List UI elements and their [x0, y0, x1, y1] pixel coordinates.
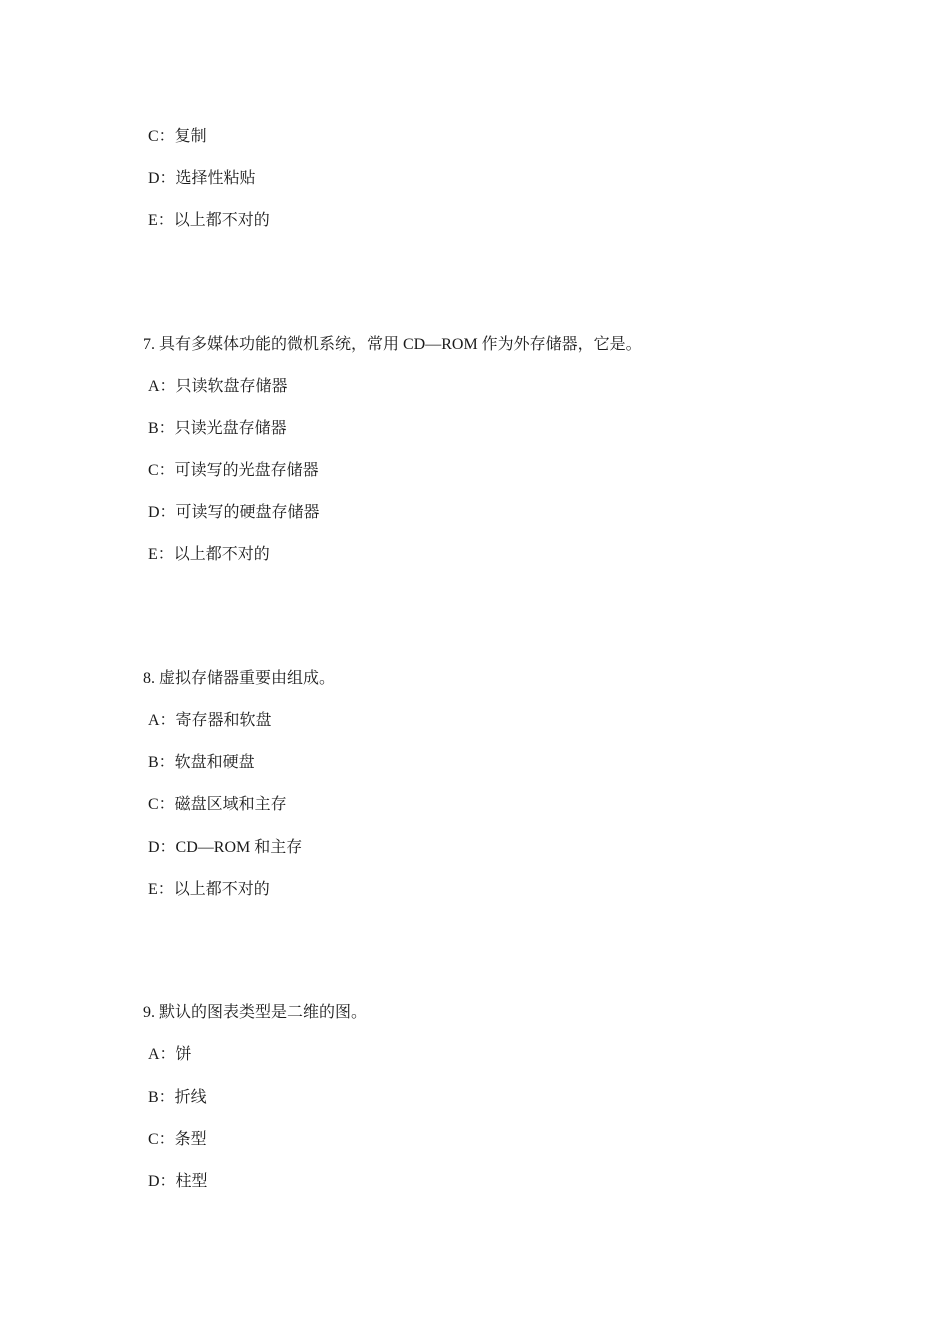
question-9-option-c: C：条型 — [148, 1131, 207, 1148]
option-prev-d: D：选择性粘贴 — [148, 170, 256, 187]
option-prev-c: C：复制 — [148, 128, 207, 145]
question-9-option-d: D：柱型 — [148, 1173, 208, 1190]
question-7-option-b: B：只读光盘存储器 — [148, 420, 287, 437]
question-8-option-b: B：软盘和硬盘 — [148, 754, 255, 771]
option-prev-e: E：以上都不对的 — [148, 212, 270, 229]
question-8-option-e: E：以上都不对的 — [148, 881, 270, 898]
question-8-option-d: D：CD—ROM 和主存 — [148, 839, 303, 856]
question-8-stem: 8. 虚拟存储器重要由组成。 — [143, 670, 336, 687]
question-7-option-c: C：可读写的光盘存储器 — [148, 462, 319, 479]
question-8-option-a: A：寄存器和软盘 — [148, 712, 272, 729]
question-9-option-a: A：饼 — [148, 1046, 192, 1063]
question-7-stem: 7. 具有多媒体功能的微机系统，常用 CD—ROM 作为外存储器，它是。 — [143, 336, 642, 353]
question-7-option-d: D：可读写的硬盘存储器 — [148, 504, 320, 521]
question-9-stem: 9. 默认的图表类型是二维的图。 — [143, 1004, 368, 1021]
question-9-option-b: B：折线 — [148, 1089, 207, 1106]
question-8-option-c: C：磁盘区域和主存 — [148, 796, 287, 813]
question-7-option-e: E：以上都不对的 — [148, 546, 270, 563]
question-7-option-a: A：只读软盘存储器 — [148, 378, 288, 395]
